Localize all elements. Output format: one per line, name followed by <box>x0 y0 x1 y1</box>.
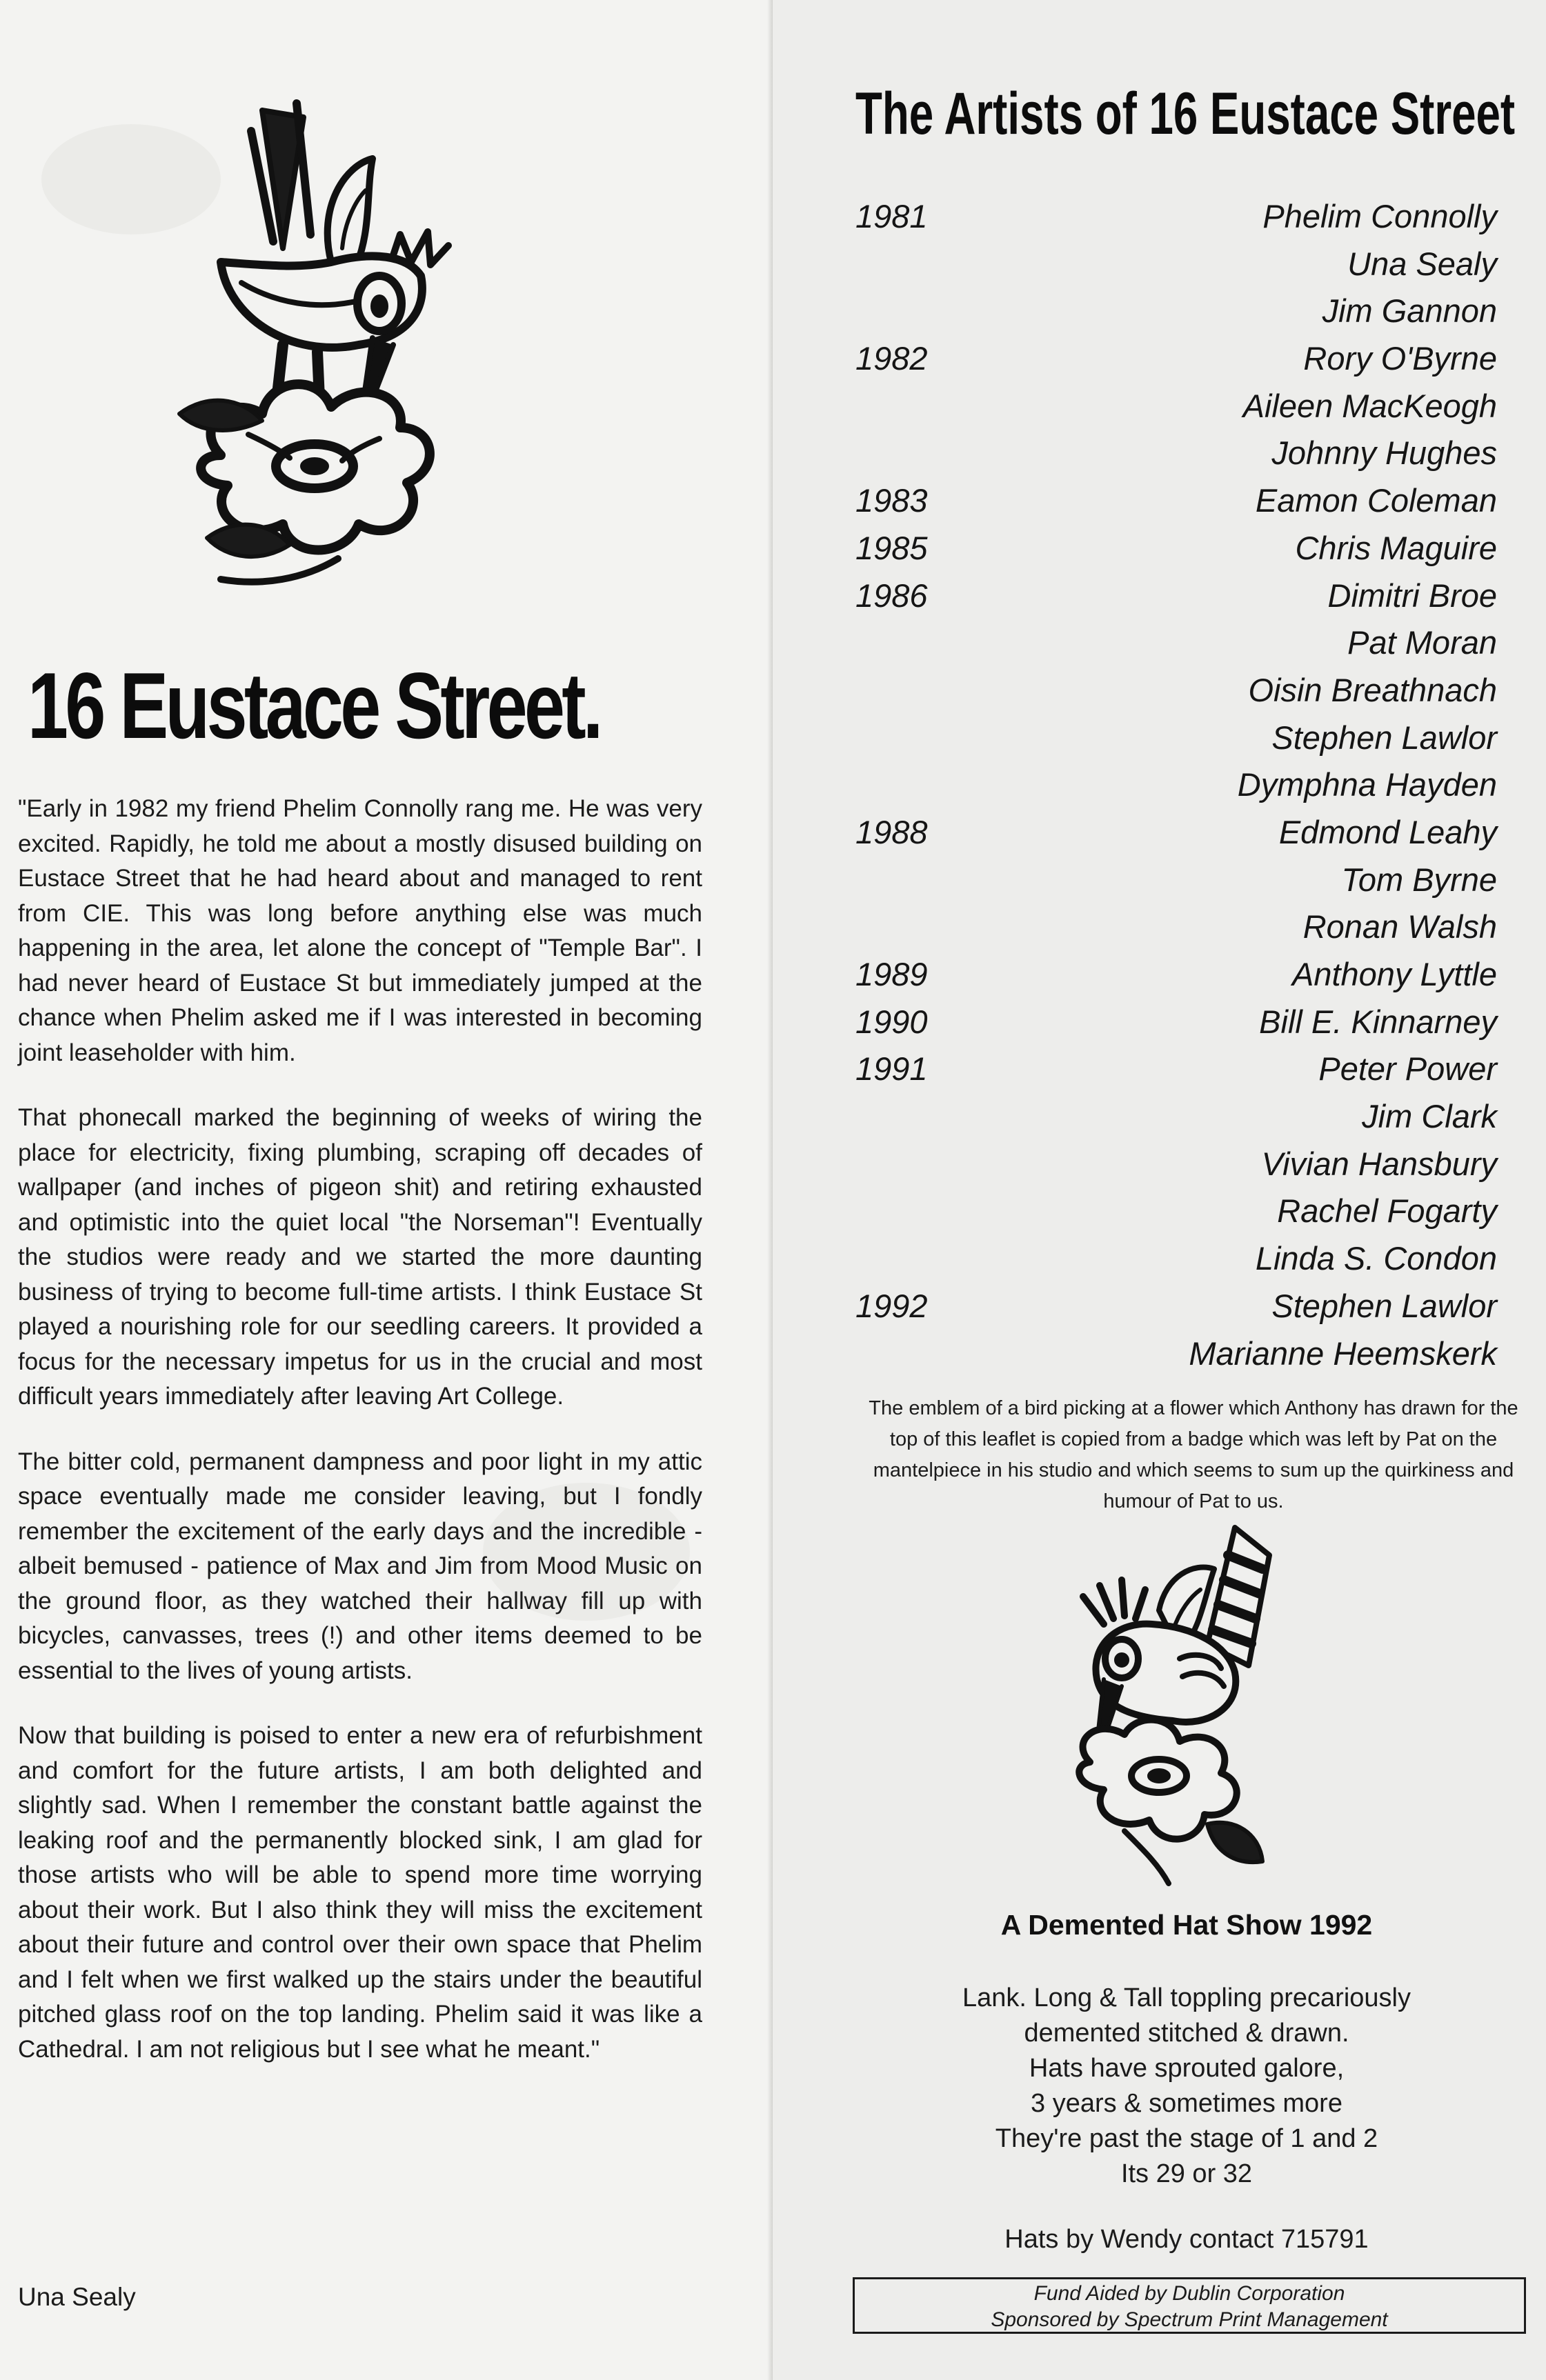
poem-line: 3 years & sometimes more <box>1031 2089 1342 2118</box>
show-title: A Demented Hat Show 1992 <box>1000 1909 1373 1941</box>
roster-name: Tom Byrne <box>1341 861 1497 898</box>
poem-line: Hats have sprouted galore, <box>1029 2054 1345 2083</box>
page-title: 16 Eustace Street. <box>28 653 600 758</box>
roster-name: Phelim Connolly <box>1262 198 1497 234</box>
poem-line: demented stitched & drawn. <box>1024 2019 1349 2048</box>
credit-line: Sponsored by Spectrum Print Management <box>991 2308 1388 2331</box>
roster-year: 1983 <box>855 482 928 519</box>
roster-name: Marianne Heemskerk <box>1189 1334 1497 1372</box>
roster-row <box>855 999 1497 1046</box>
roster-name: Edmond Leahy <box>1278 813 1497 850</box>
roster-name: Rory O'Byrne <box>1303 340 1497 377</box>
artists-heading: The Artists of 16 Eustace Street <box>855 81 1516 147</box>
roster-row <box>855 572 1497 620</box>
roster-name: Stephen Lawlor <box>1271 719 1497 756</box>
roster-row <box>855 335 1497 383</box>
credits-box <box>853 2277 1526 2334</box>
essay-paragraph: Now that building is poised to enter a new era of refurbishment and comfort for the future artists, I am both delighted and slightly sad. When I remember the constant battle against the leaking roof and the permanently blocked sink, I am glad for those artists who will be able to spend more time worrying about their work. But I also think they will miss the excitement about their future and control over their own space that Phelim and I felt when we first walked up the stairs under the beautiful pitched glass roof on the top landing. Phelim said it was like a Cathedral. I am not religious but I see what he meant." <box>18 1722 702 2063</box>
roster-name: Vivian Hansbury <box>1261 1145 1497 1182</box>
roster-row <box>855 477 1497 525</box>
roster-row <box>855 1283 1497 1330</box>
roster-row <box>855 619 1497 667</box>
roster-name: Jim Gannon <box>1322 292 1497 330</box>
roster-year: 1986 <box>855 577 928 614</box>
poem-line: They're past the stage of 1 and 2 <box>995 2124 1378 2153</box>
roster-row <box>855 1141 1497 1188</box>
bird-flower-emblem-small-icon <box>1042 1514 1331 1886</box>
roster-row <box>855 241 1497 288</box>
roster-name: Dimitri Broe <box>1327 577 1497 614</box>
roster-name: Pat Moran <box>1347 624 1497 661</box>
roster-year: 1982 <box>855 340 928 377</box>
essay-paragraph: That phonecall marked the beginning of weeks of wiring the place for electricity, fixing plumbing, scraping off decades of wallpaper (and inches of pigeon shit) and retiring exhausted and optimistic into the quiet local "the Norseman"! Eventually the studios were ready and we started the more daunting business of trying to become full-time artists. I think Eustace St played a nourishing role for our seedling careers. It provided a focus for the necessary impetus for us in the crucial and most difficult years immediately after leaving Art College. <box>18 1104 702 1410</box>
roster-year: 1981 <box>855 198 928 234</box>
roster-row <box>855 288 1497 335</box>
roster-name: Peter Power <box>1318 1050 1497 1088</box>
roster-row <box>855 1330 1497 1378</box>
roster-row <box>855 383 1497 430</box>
roster-row <box>855 1235 1497 1283</box>
roster-name: Dymphna Hayden <box>1237 766 1497 803</box>
roster-name: Una Sealy <box>1347 245 1497 282</box>
roster-row <box>855 667 1497 714</box>
roster-row <box>855 903 1497 951</box>
emblem-caption: The emblem of a bird picking at a flower which Anthony has drawn for the top of this leaflet is copied from a badge which was left by Pat on the mantelpiece in his studio and which seems to sum up the quirkiness and humour of Pat to us. <box>869 1397 1518 1512</box>
roster-row <box>855 714 1497 762</box>
roster-name: Aileen MacKeogh <box>1242 387 1497 424</box>
roster-year: 1989 <box>855 956 928 992</box>
show-poem <box>842 1981 1532 2192</box>
roster-row <box>855 430 1497 477</box>
bird-flower-emblem-icon <box>166 83 552 648</box>
roster-name: Jim Clark <box>1362 1098 1497 1135</box>
roster-year: 1990 <box>855 1003 928 1040</box>
essay-paragraph: The bitter cold, permanent dampness and poor light in my attic space eventually made me consider leaving, but I fondly remember the excitement of the early days and the incredible - albeit bemused - patience of Max and Jim from Mood Music on the ground floor, as they watched their hallway fill up with bicycles, canvasses, trees (!) and other items deemed to be essential to the lives of young artists. <box>18 1448 702 1684</box>
artists-roster <box>855 193 1497 1377</box>
roster-name: Eamon Coleman <box>1255 482 1497 519</box>
roster-row <box>855 809 1497 857</box>
roster-row <box>855 951 1497 999</box>
roster-name: Anthony Lyttle <box>1291 956 1497 992</box>
roster-name: Bill E. Kinnarney <box>1259 1003 1497 1040</box>
roster-name: Stephen Lawlor <box>1271 1287 1497 1324</box>
roster-name: Oisin Breathnach <box>1248 671 1497 708</box>
roster-year: 1991 <box>855 1050 928 1088</box>
roster-row <box>855 761 1497 809</box>
essay-paragraph: "Early in 1982 my friend Phelim Connolly rang me. He was very excited. Rapidly, he told me about a mostly disused building on Eustace Street that he had heard about and managed to rent from CIE. This was long before anything else was much happening in the area, let alone the concept of "Temple Bar". I had never heard of Eustace St but immediately jumped at the chance when Phelim asked me if I was interested in becoming joint leaseholder with him. <box>18 795 702 1066</box>
author-signature: Una Sealy <box>18 2283 136 2311</box>
roster-name: Chris Maguire <box>1295 529 1497 566</box>
roster-name: Ronan Walsh <box>1302 908 1497 946</box>
roster-row <box>855 1188 1497 1235</box>
roster-row <box>855 1093 1497 1141</box>
essay-body <box>18 792 702 2097</box>
roster-name: Rachel Fogarty <box>1277 1192 1497 1230</box>
poem-line: Lank. Long & Tall toppling precariously <box>962 1983 1411 2012</box>
roster-year: 1985 <box>855 529 928 566</box>
roster-name: Johnny Hughes <box>1271 434 1497 472</box>
roster-year: 1988 <box>855 813 928 850</box>
roster-row <box>855 525 1497 572</box>
poem-line: Its 29 or 32 <box>1120 2159 1253 2188</box>
roster-row <box>855 1046 1497 1093</box>
credit-line: Fund Aided by Dublin Corporation <box>1033 2282 1345 2305</box>
roster-name: Linda S. Condon <box>1255 1240 1497 1277</box>
contact-line: Hats by Wendy contact 715791 <box>1004 2225 1369 2254</box>
roster-year: 1992 <box>855 1287 928 1324</box>
roster-row <box>855 193 1497 241</box>
roster-row <box>855 857 1497 904</box>
